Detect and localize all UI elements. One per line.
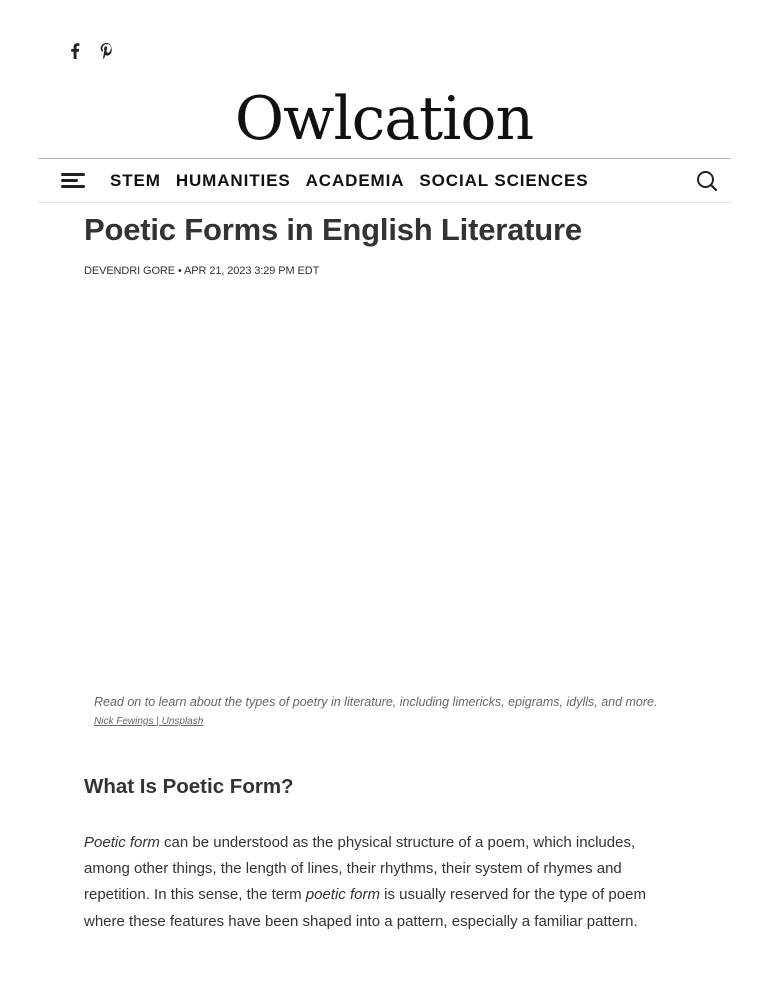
caption-text: Read on to learn about the types of poetry in literature, including limericks, epigrams, idylls, and more. (94, 695, 658, 709)
section-heading: What Is Poetic Form? (84, 775, 294, 798)
term-emphasis: poetic form (305, 886, 380, 904)
main-navigation (38, 158, 731, 203)
nav-link-academia[interactable]: ACADEMIA (305, 171, 405, 190)
article-byline: DEVENDRI GORE • APR 21, 2023 3:29 PM EDT (84, 265, 320, 277)
term-emphasis: Poetic form (84, 834, 160, 851)
paragraph-text: can be understood as the physical structure of a poem, which includes, among other things, the length of lines, their rhythms, their system of rhymes and repetition. In this sense, the term (84, 834, 636, 904)
nav-link-humanities[interactable]: HUMANITIES (175, 171, 291, 190)
article-title: Poetic Forms in English Literature (84, 212, 582, 247)
site-logo[interactable]: Owlcation (234, 84, 534, 154)
nav-links (110, 171, 588, 191)
social-links (66, 41, 115, 61)
image-caption (94, 694, 664, 729)
facebook-icon[interactable] (66, 41, 84, 61)
article-paragraph (84, 830, 684, 935)
nav-link-social-sciences[interactable]: SOCIAL SCIENCES (419, 171, 589, 190)
photo-credit-link[interactable]: Nick Fewings | Unsplash (94, 716, 204, 727)
paragraph-text: is usually reserved for the type of poem where these features have been shaped into a pattern, especially a familiar pattern. (84, 886, 646, 930)
hero-image-placeholder (84, 290, 684, 680)
nav-link-stem[interactable]: STEM (110, 171, 161, 190)
search-icon[interactable] (695, 169, 719, 193)
hamburger-menu-icon[interactable] (61, 171, 87, 191)
pinterest-icon[interactable] (97, 41, 115, 61)
